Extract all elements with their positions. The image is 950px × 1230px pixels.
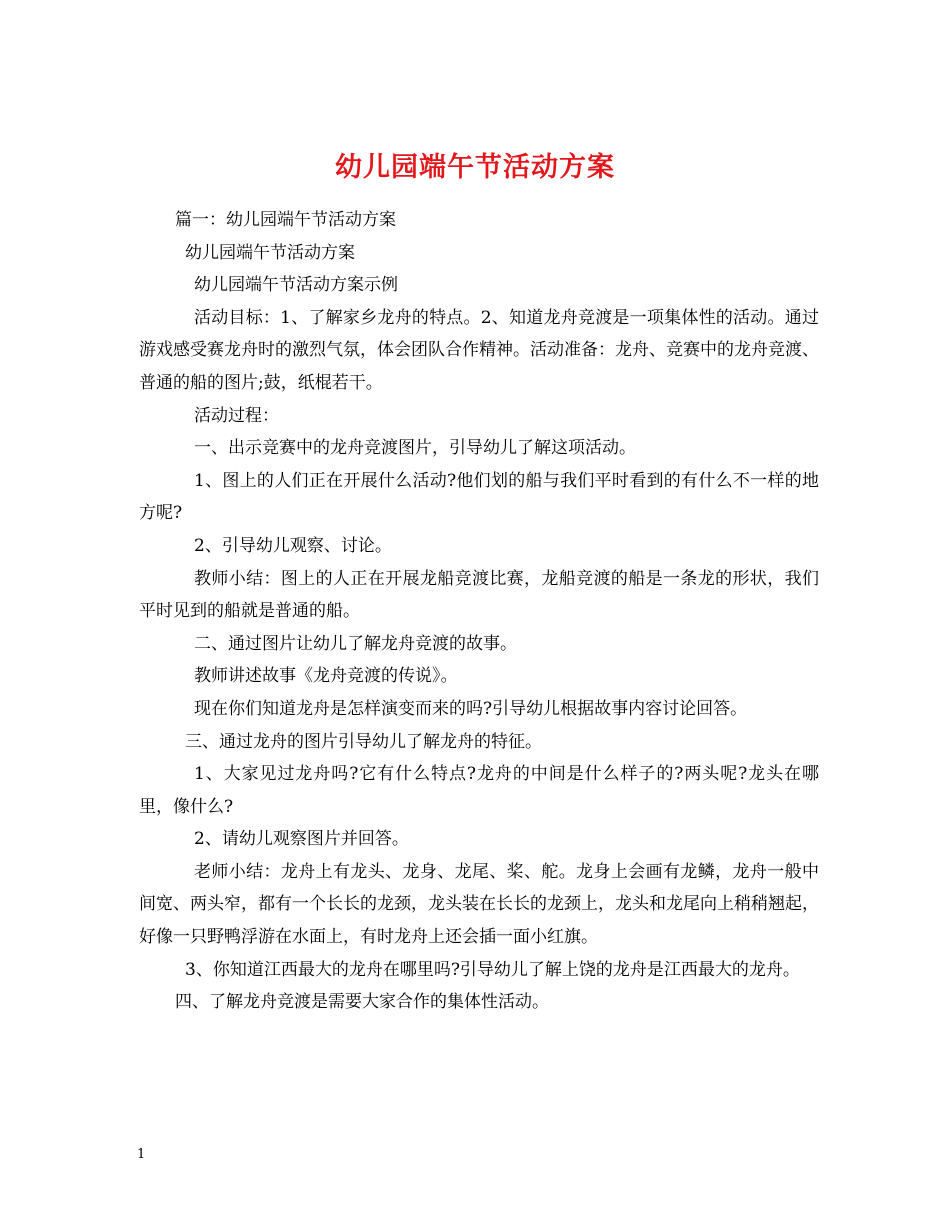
paragraph-step-two: 二、通过图片让幼儿了解龙舟竞渡的故事。 <box>194 633 517 654</box>
paragraph-activity-goals: 活动目标：1、了解家乡龙舟的特点。2、知道龙舟竞渡是一项集体性的活动。通过游戏感受赛龙舟时的激烈气氛，体会团队合作精神。活动准备：龙舟、竞赛中的龙舟竞渡、普通的船的图片;鼓，纸棍若干。 <box>139 307 819 393</box>
paragraph-question-1: 1、图上的人们正在开展什么活动?他们划的船与我们平时看到的有什么不一样的地方呢? <box>139 470 819 524</box>
paragraph-story: 教师讲述故事《龙舟竞渡的传说》。 <box>194 666 458 687</box>
paragraph-teacher-summary: 教师小结：图上的人正在开展龙船竞渡比赛，龙船竞渡的船是一条龙的形状，我们平时见到的船就是普通的船。 <box>139 568 819 622</box>
paragraph-dragon-boat-summary: 老师小结：龙舟上有龙头、龙身、龙尾、桨、舵。龙身上会画有龙鳞，龙舟一般中间宽、两头窄，都有一个长长的龙颈，龙头装在长长的龙颈上，龙头和龙尾向上稍稍翘起，好像一只野鸭浮游在水面上，有时龙舟上还会插一面小红旗。 <box>139 861 819 948</box>
paragraph-subtitle: 幼儿园端午节活动方案 <box>185 242 355 263</box>
paragraph-process-heading: 活动过程： <box>194 405 279 426</box>
paragraph-section-heading: 篇一：幼儿园端午节活动方案 <box>175 210 396 230</box>
paragraph-discussion: 2、引导幼儿观察、讨论。 <box>194 535 392 556</box>
paragraph-step-one: 一、出示竞赛中的龙舟竞渡图片，引导幼儿了解这项活动。 <box>194 438 636 459</box>
paragraph-story-discussion: 现在你们知道龙舟是怎样演变而来的吗?引导幼儿根据故事内容讨论回答。 <box>194 698 748 719</box>
paragraph-observe: 2、请幼儿观察图片并回答。 <box>194 829 409 850</box>
paragraph-question-3: 3、你知道江西最大的龙舟在哪里吗?引导幼儿了解上饶的龙舟是江西最大的龙舟。 <box>185 959 800 980</box>
paragraph-step-three: 三、通过龙舟的图片引导幼儿了解龙舟的特征。 <box>185 731 542 752</box>
paragraph-question-2: 1、大家见过龙舟吗?它有什么特点?龙舟的中间是什么样子的?两头呢?龙头在哪里，像什么? <box>139 764 819 817</box>
page-number: 1 <box>137 1147 146 1162</box>
document-title: 幼儿园端午节活动方案 <box>335 152 615 184</box>
document-body <box>139 204 819 1019</box>
paragraph-step-four: 四、了解龙舟竞渡是需要大家合作的集体性活动。 <box>175 992 549 1013</box>
paragraph-example-title: 幼儿园端午节活动方案示例 <box>194 275 398 296</box>
